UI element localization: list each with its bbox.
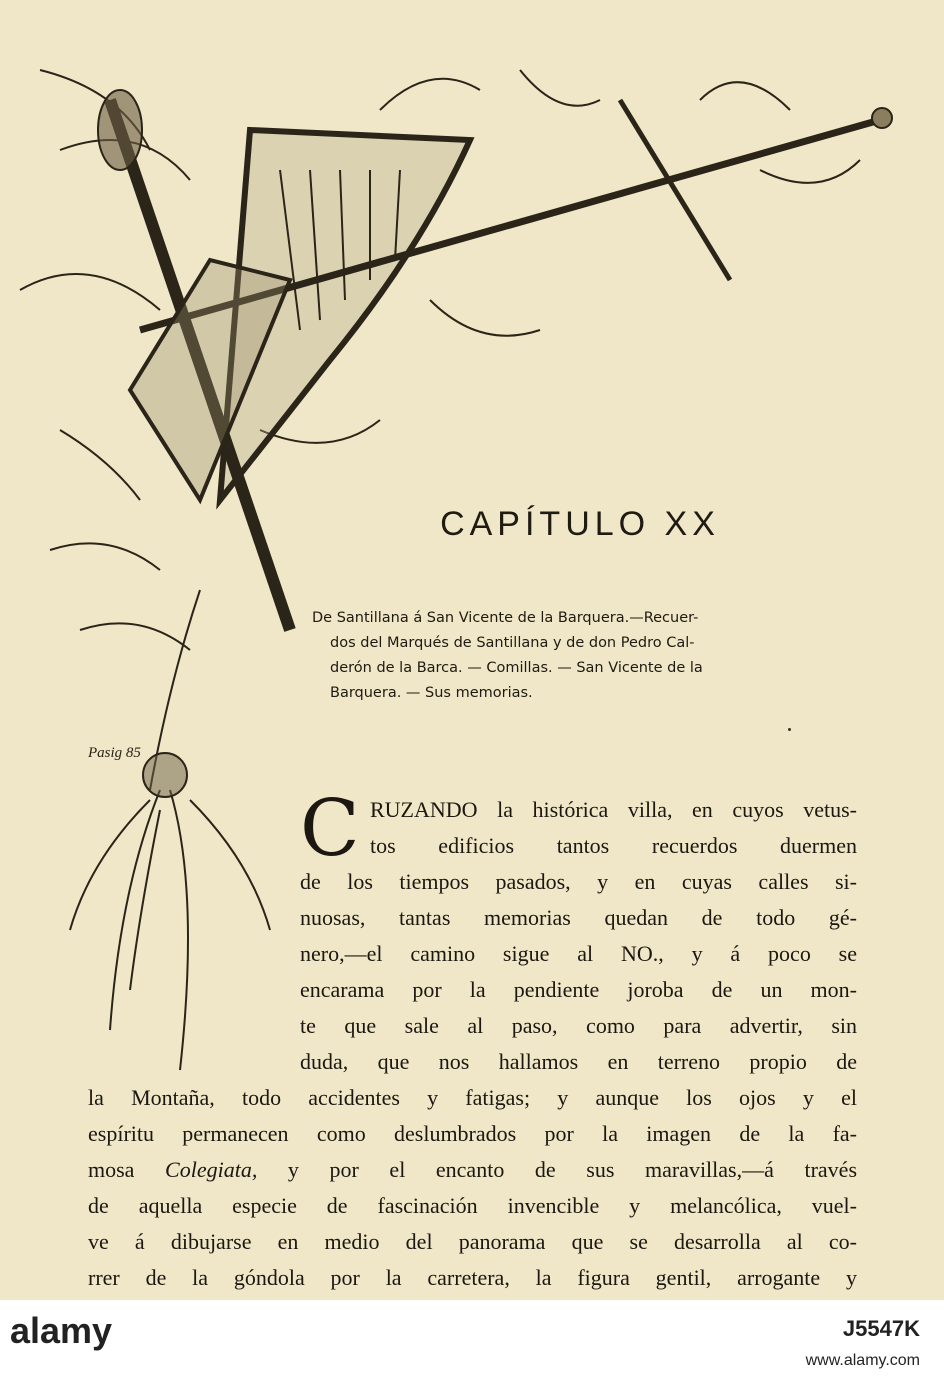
body-line: encarama por la pendiente joroba de un mon- bbox=[300, 977, 857, 1002]
body-line bbox=[88, 1152, 857, 1188]
watermark-footer bbox=[0, 1300, 944, 1390]
ink-dot bbox=[788, 728, 791, 731]
body-line: ve á dibujarse en medio del panorama que se desarrolla al co- bbox=[88, 1229, 857, 1254]
body-line: nuosas, tantas memorias quedan de todo gé- bbox=[300, 905, 857, 930]
body-text: y por el encanto de sus maravillas,—á través bbox=[287, 1157, 857, 1182]
chapter-summary bbox=[312, 606, 857, 706]
watermark-url: www.alamy.com bbox=[805, 1352, 920, 1369]
body-line: de los tiempos pasados, y en cuyas calles si- bbox=[300, 869, 857, 894]
body-line: la Montaña, todo accidentes y fatigas; y aunque los ojos y el bbox=[88, 1085, 857, 1110]
summary-line: Barquera. — Sus memorias. bbox=[330, 685, 533, 701]
body-line: de aquella especie de fascinación invencible y melancólica, vuel- bbox=[88, 1193, 857, 1218]
watermark-logo: alamy bbox=[10, 1310, 113, 1351]
body-line: espíritu permanecen como deslumbrados por la imagen de la fa- bbox=[88, 1121, 857, 1146]
chapter-title: CAPÍTULO XX bbox=[440, 505, 720, 543]
body-line: duda, que nos hallamos en terreno propio de bbox=[300, 1049, 857, 1074]
summary-line: De Santillana á San Vicente de la Barquera.—Recuer- bbox=[312, 610, 699, 626]
small-caps-opening-word: RUZANDO bbox=[370, 797, 478, 822]
body-line: tos edificios tantos recuerdos duermen bbox=[370, 833, 857, 858]
artist-signature: Pasig 85 bbox=[88, 745, 141, 761]
drop-cap: C bbox=[300, 784, 360, 874]
body-line: rrer de la góndola por la carretera, la figura gentil, arrogante y bbox=[88, 1265, 857, 1290]
italic-term: Colegiata, bbox=[165, 1157, 258, 1182]
watermark-image-id: J5547K bbox=[842, 1316, 920, 1341]
body-line bbox=[370, 792, 857, 828]
summary-line: derón de la Barca. — Comillas. — San Vicente de la bbox=[330, 660, 703, 676]
body-text: mosa bbox=[88, 1157, 135, 1182]
body-text: la histórica villa, en cuyos vetus- bbox=[497, 797, 857, 822]
summary-line: dos del Marqués de Santillana y de don Pedro Cal- bbox=[330, 635, 695, 651]
body-line: te que sale al paso, como para advertir, sin bbox=[300, 1013, 857, 1038]
body-line: nero,—el camino sigue al NO., y á poco se bbox=[300, 941, 857, 966]
